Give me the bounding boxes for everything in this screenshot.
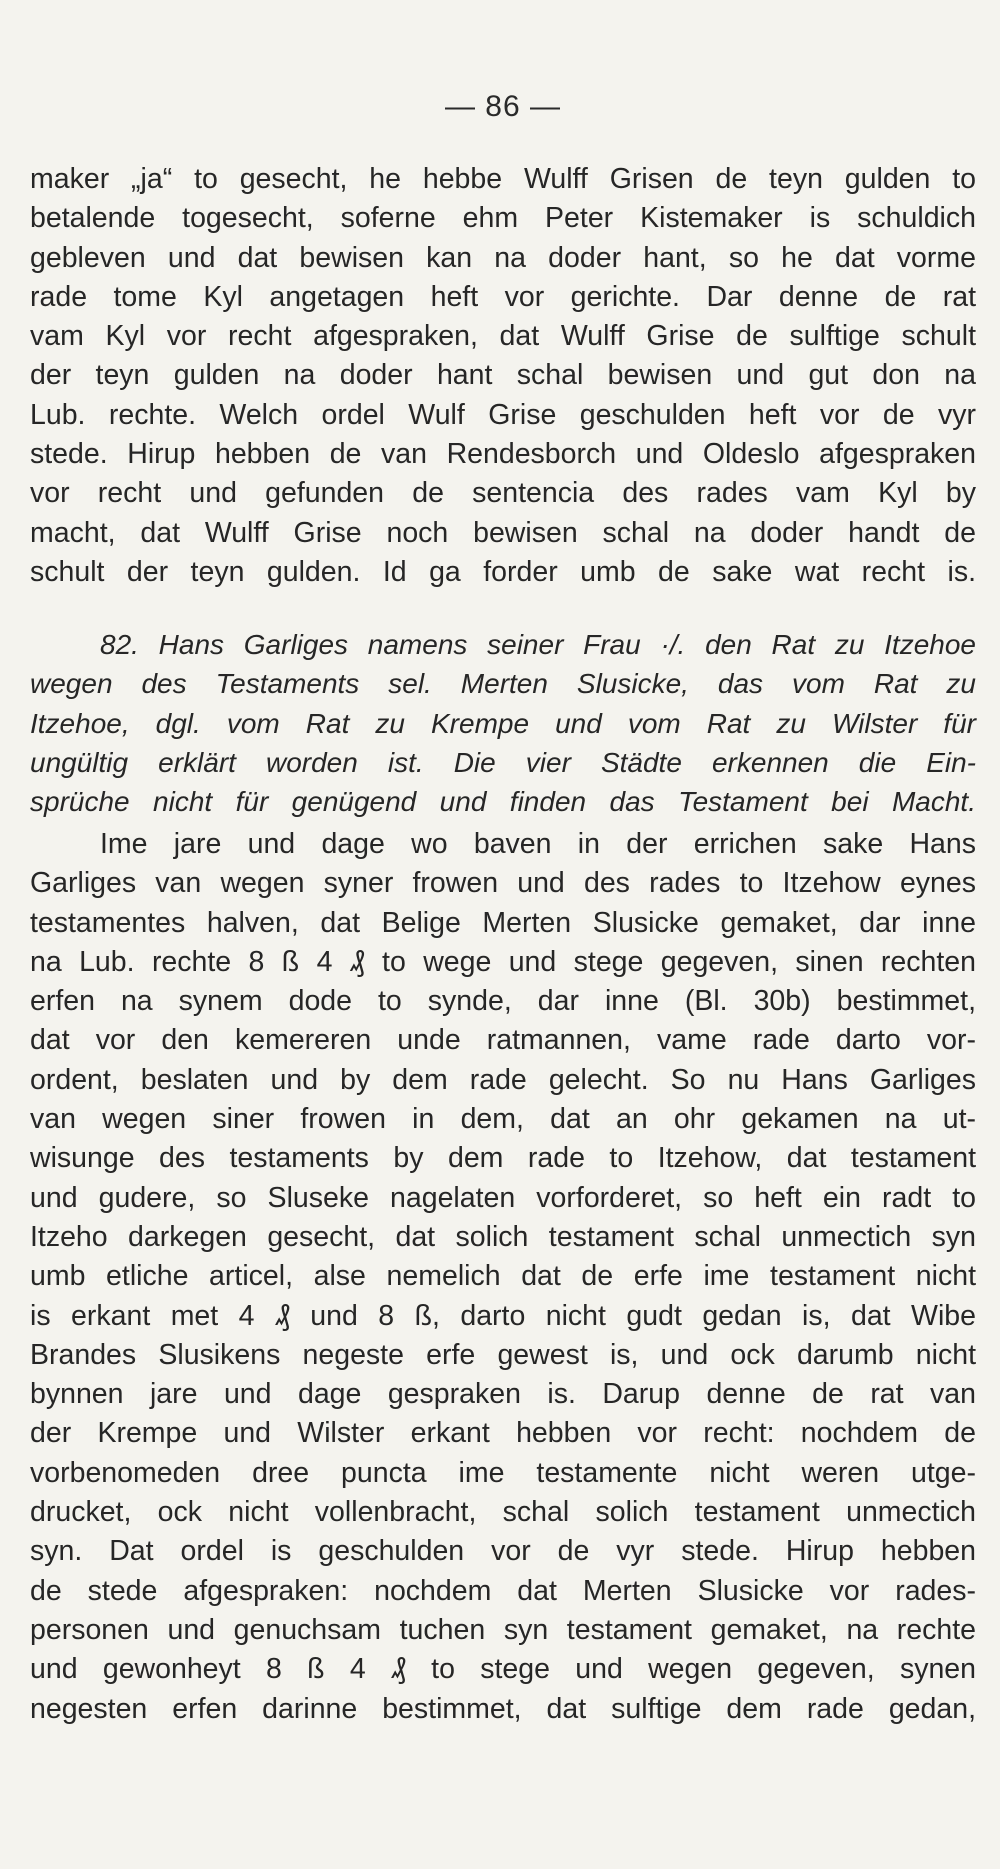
- page-number: — 86 —: [444, 90, 562, 123]
- text-line: schult der teyn gulden. Id ga forder umb de sake wat recht is.: [30, 555, 976, 588]
- paragraph-3: [30, 825, 976, 1729]
- text-line: und gewonheyt 8 ß 4 ₰ to stege und wegen gegeven, synen: [30, 1653, 976, 1686]
- text-line: rade tome Kyl angetagen heft vor gerichte. Dar denne de rat: [30, 280, 976, 313]
- text-line: syn. Dat ordel is geschulden vor de vyr stede. Hirup hebben: [30, 1535, 976, 1568]
- text-line: Brandes Slusikens negeste erfe gewest is, und ock darumb nicht: [30, 1338, 976, 1371]
- text-line: na Lub. rechte 8 ß 4 ₰ to wege und stege gegeven, sinen rechten: [30, 945, 976, 978]
- section-heading-82: [30, 625, 976, 821]
- text-line: de stede afgespraken: nochdem dat Merten Slusicke vor rades-: [30, 1574, 976, 1607]
- text-line: Lub. rechte. Welch ordel Wulf Grise geschulden heft vor de vyr: [30, 398, 976, 431]
- text-line: vam Kyl vor recht afgespraken, dat Wulff Grise de sulftige schult: [30, 320, 976, 353]
- text-line: und gudere, so Sluseke nagelaten vorforderet, so heft ein radt to: [30, 1181, 976, 1214]
- text-line: erfen na synem dode to synde, dar inne (Bl. 30b) bestimmet,: [30, 985, 976, 1018]
- text-line: umb etliche articel, alse nemelich dat de erfe ime testament nicht: [30, 1260, 976, 1293]
- text-line: van wegen siner frowen in dem, dat an ohr gekamen na ut-: [30, 1103, 976, 1136]
- text-line: negesten erfen darinne bestimmet, dat sulftige dem rade gedan,: [30, 1692, 976, 1725]
- paragraph-1: [30, 160, 976, 592]
- text-line: is erkant met 4 ₰ und 8 ß, darto nicht gudt gedan is, dat Wibe: [30, 1299, 976, 1332]
- heading-line: Itzehoe, dgl. vom Rat zu Krempe und vom Rat zu Wilster für: [30, 707, 976, 739]
- text-line: stede. Hirup hebben de van Rendesborch und Oldeslo afgespraken: [30, 438, 976, 471]
- text-line: der teyn gulden na doder hant schal bewisen und gut don na: [30, 359, 976, 392]
- document-page: [30, 0, 976, 1869]
- text-line: macht, dat Wulff Grise noch bewisen schal na doder handt de: [30, 516, 976, 549]
- text-line: wisunge des testaments by dem rade to Itzehow, dat testament: [30, 1142, 976, 1175]
- text-line: Garliges van wegen syner frowen und des rades to Itzehow eynes: [30, 867, 976, 900]
- text-line: maker „ja“ to gesecht, he hebbe Wulff Grisen de teyn gulden to: [30, 163, 976, 195]
- text-line: drucket, ock nicht vollenbracht, schal solich testament unmectich: [30, 1496, 976, 1529]
- text-line: vor recht und gefunden de sentencia des rades vam Kyl by: [30, 477, 976, 510]
- text-line: ordent, beslaten und by dem rade gelecht. So nu Hans Garliges: [30, 1063, 976, 1096]
- heading-line: sprüche nicht für genügend und finden das Testament bei Macht.: [30, 786, 976, 818]
- text-line: dat vor den kemereren unde ratmannen, vame rade darto vor-: [30, 1024, 976, 1057]
- text-line: der Krempe und Wilster erkant hebben vor recht: nochdem de: [30, 1417, 976, 1450]
- heading-line: 82. Hans Garliges namens seiner Frau ·/. den Rat zu Itzehoe: [100, 629, 976, 660]
- text-line: Ime jare und dage wo baven in der errichen sake Hans: [100, 828, 976, 860]
- text-line: Itzeho darkegen gesecht, dat solich testament schal unmectich syn: [30, 1220, 976, 1253]
- text-line: gebleven und dat bewisen kan na doder hant, so he dat vorme: [30, 241, 976, 274]
- heading-line: ungültig erklärt worden ist. Die vier Städte erkennen die Ein-: [30, 746, 976, 778]
- heading-line: wegen des Testaments sel. Merten Slusicke, das vom Rat zu: [30, 668, 976, 700]
- text-line: bynnen jare und dage gespraken is. Darup denne de rat van: [30, 1378, 976, 1411]
- text-line: testamentes halven, dat Belige Merten Slusicke gemaket, dar inne: [30, 906, 976, 939]
- text-line: betalende togesecht, soferne ehm Peter Kistemaker is schuldich: [30, 202, 976, 235]
- text-line: vorbenomeden dree puncta ime testamente nicht weren utge-: [30, 1456, 976, 1489]
- text-line: personen und genuchsam tuchen syn testament gemaket, na rechte: [30, 1613, 976, 1646]
